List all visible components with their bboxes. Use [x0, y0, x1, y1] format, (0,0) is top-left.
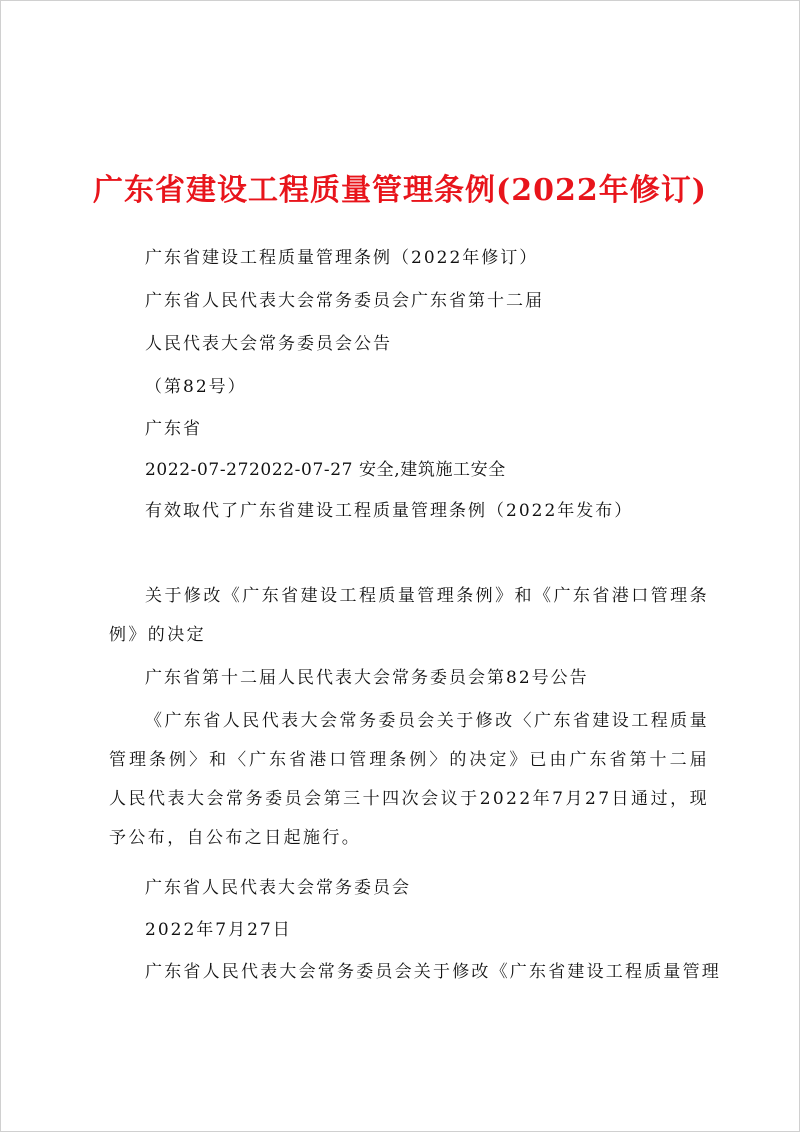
decision-title: 关于修改《广东省建设工程质量管理条例》和《广东省港口管理条例》的决定 [109, 586, 709, 645]
main-paragraph: 《广东省人民代表大会常务委员会关于修改〈广东省建设工程质量管理条例〉和〈广东省港口管理条例〉的决定》已由广东省第十二届人民代表大会常务委员会第三十四次会议于2022年7月27日通过，现予公布，自公布之日起施行。 [109, 711, 709, 848]
signatory: 广东省人民代表大会常务委员会 [145, 878, 411, 898]
meta-dates-category: 2022-07-272022-07-27 安全,建筑施工安全 [145, 460, 506, 480]
announcement-line: 广东省第十二届人民代表大会常务委员会第82号公告 [145, 668, 589, 688]
meta-name: 广东省建设工程质量管理条例（2022年修订） [145, 248, 539, 268]
sign-date: 2022年7月27日 [145, 920, 292, 940]
meta-validity: 有效取代了广东省建设工程质量管理条例（2022年发布） [145, 501, 634, 521]
meta-region: 广东省 [145, 419, 202, 439]
meta-number: （第82号） [145, 377, 247, 397]
meta-issuer-line2: 人民代表大会常务委员会公告 [145, 334, 392, 354]
trailing-text: 广东省人民代表大会常务委员会关于修改《广东省建设工程质量管理 [145, 962, 721, 982]
meta-issuer-line1: 广东省人民代表大会常务委员会广东省第十二届 [145, 291, 544, 311]
document-title: 广东省建设工程质量管理条例(2022年修订) [93, 173, 707, 208]
